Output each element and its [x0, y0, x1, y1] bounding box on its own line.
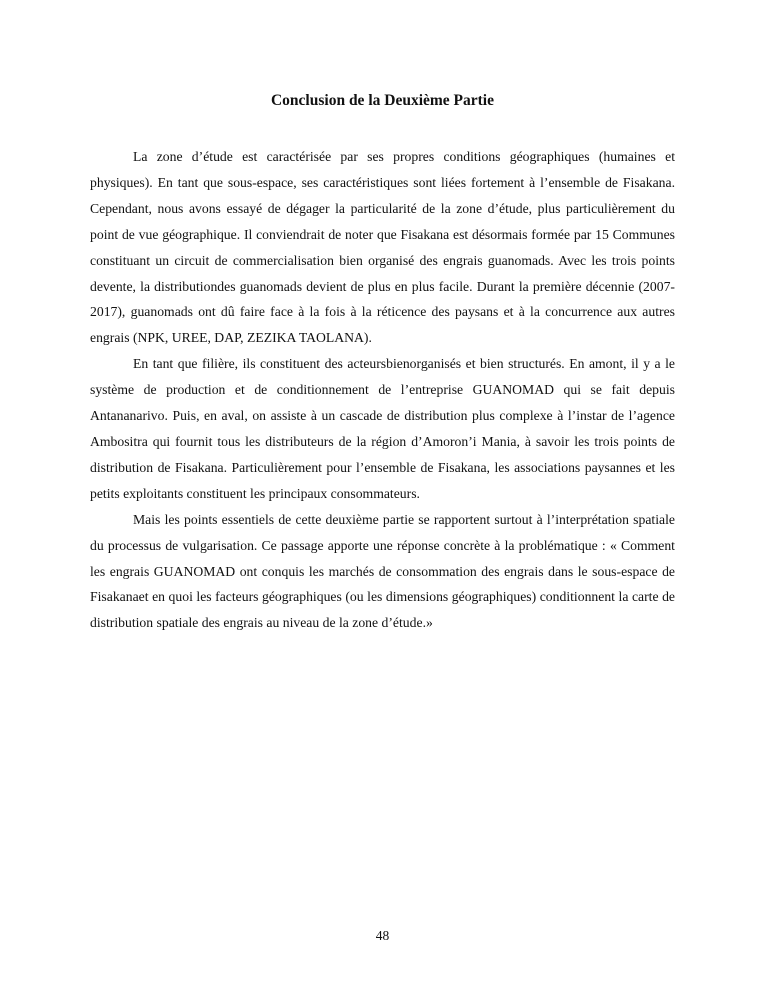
paragraph-2: En tant que filière, ils constituent des acteursbienorganisés et bien structurés. En amont, il y a le système de production et de conditionnement de l’entreprise GUANOMAD qui se fait depuis Antananarivo. Puis, en aval, on assiste à un cascade de distribution plus complexe à l’instar de l’agence Ambositra qui fournit tous les distributeurs de la région d’Amoron’i Mania, à savoir les trois points de distribution de Fisakana. Particulièrement pour l’ensemble de Fisakana, les associations paysannes et les petits exploitants constituent les principaux consommateurs.: [90, 356, 675, 501]
section-title: Conclusion de la Deuxième Partie: [270, 92, 494, 109]
paragraph-3: Mais les points essentiels de cette deuxième partie se rapportent surtout à l’interprétation spatiale du processus de vulgarisation. Ce passage apporte une réponse concrète à la problématique : « Comment les engrais GUANOMAD ont conquis les marchés de consommation des engrais dans le sous-espace de Fisakanaet en quoi les facteurs géographiques (ou les dimensions géographiques) conditionnent la carte de distribution spatiale des engrais au niveau de la zone d’étude.»: [90, 511, 675, 631]
paragraph-1: La zone d’étude est caractérisée par ses propres conditions géographiques (humaines et physiques). En tant que sous-espace, ses caractéristiques sont liées fortement à l’ensemble de Fisakana. Cependant, nous avons essayé de dégager la particularité de la zone d’étude, plus particulièrement du point de vue géographique. Il conviendrait de noter que Fisakana est désormais formée par 15 Communes constituant un circuit de commercialisation bien organisé des engrais guanomads. Avec les trois points devente, la distributiondes guanomads devient de plus en plus facile. Durant la première décennie (2007- 2017), guanomads ont dû faire face à la fois à la réticence des paysans et à la concurrence aux autres engrais (NPK, UREE, DAP, ZEZIKA TAOLANA).: [90, 149, 675, 346]
page-number: 48: [375, 928, 390, 943]
body-text: [90, 144, 675, 636]
